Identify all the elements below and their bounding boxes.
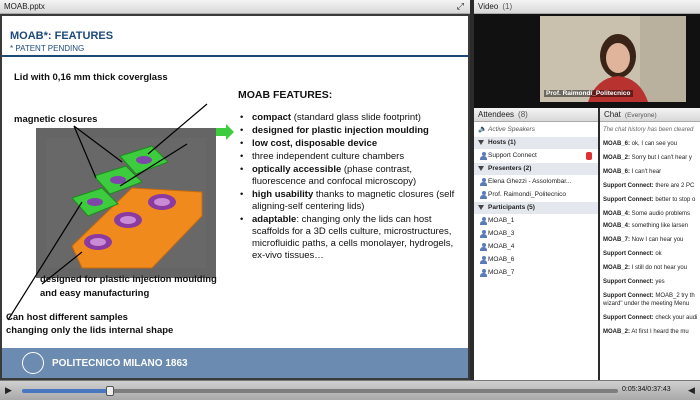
expand-icon <box>478 166 484 171</box>
speaker-icon: 🔈 <box>478 126 487 133</box>
attendees-header <box>474 108 598 122</box>
slide <box>2 16 468 378</box>
chat-message: Support Connect: yes <box>603 279 665 285</box>
chat-message: MOAB_7: Now I can hear you <box>603 237 684 243</box>
expand-icon <box>478 205 484 210</box>
seek-thumb[interactable] <box>106 386 114 396</box>
slide-footer <box>2 348 468 378</box>
seek-progress <box>22 389 110 393</box>
feature-item: • compact (standard glass slide footprint) <box>240 112 466 124</box>
slide-panel-header <box>0 0 470 14</box>
presenters-group[interactable]: Presenters (2) <box>474 163 598 175</box>
video-panel-title: Video <box>478 2 499 11</box>
seek-track[interactable] <box>22 389 618 393</box>
chat-message: Support Connect: better to stop o <box>603 197 696 203</box>
volume-icon[interactable]: ◀ <box>688 385 695 395</box>
user-icon <box>480 243 487 251</box>
attendee-row[interactable]: MOAB_4 <box>474 241 598 253</box>
participants-group[interactable]: Participants (5) <box>474 202 598 214</box>
attendee-row[interactable]: MOAB_6 <box>474 254 598 266</box>
chat-message: MOAB_4: something like larsen <box>603 223 689 229</box>
attendees-panel <box>474 122 598 380</box>
attendee-row[interactable]: MOAB_7 <box>474 267 598 279</box>
feature-item: • optically accessible (phase contrast, fluorescence and confocal microscopy) <box>240 164 466 188</box>
chat-message: MOAB_2: At first I heard the mu <box>603 329 689 335</box>
footer-text: POLITECNICO MILANO 1863 <box>52 358 188 369</box>
slide-title: MOAB*: FEATURES <box>10 30 114 42</box>
caption-injection-2: and easy manufacturing <box>40 288 150 299</box>
feature-item: • three independent culture chambers <box>240 151 466 163</box>
user-icon <box>480 230 487 238</box>
chat-message: Support Connect: ok <box>603 251 662 257</box>
caption-magnetic: magnetic closures <box>14 114 98 125</box>
chat-message: wizard" under the meeting Menu <box>603 301 690 307</box>
chat-message: Support Connect: there are 2 PC <box>603 183 695 189</box>
user-icon <box>480 269 487 277</box>
chat-history-notice: The chat history has been cleared <box>603 127 694 133</box>
attendee-row[interactable]: MOAB_1 <box>474 215 598 227</box>
slide-area <box>0 14 470 380</box>
playback-bar <box>0 380 700 400</box>
chat-message: MOAB_2: I still do not hear you <box>603 265 688 271</box>
user-icon <box>480 152 487 160</box>
caption-samples-2: changing only the lids internal shape <box>6 325 174 336</box>
chat-scope: (Everyone) <box>624 112 657 119</box>
attendees-title: Attendees <box>478 110 515 119</box>
chat-message: Support Connect: MOAB_2 try th <box>603 293 695 299</box>
user-icon <box>480 178 487 186</box>
user-icon <box>480 217 487 225</box>
playback-time: 0:05:34/0:37:43 <box>622 386 671 393</box>
play-icon[interactable]: ▶ <box>5 385 12 395</box>
slide-panel-title: MOAB.pptx <box>4 2 45 11</box>
features-heading: MOAB FEATURES: <box>238 89 333 101</box>
chat-message: MOAB_4: Some audio problems <box>603 211 691 217</box>
feature-item: • low cost, disposable device <box>240 138 466 150</box>
attendee-row[interactable]: Support Connect <box>474 150 598 162</box>
presenter-label: Prof. Raimondi_Politecnico <box>546 90 631 97</box>
expand-icon <box>478 140 484 145</box>
attendees-count: (8) <box>518 110 528 119</box>
chat-message: MOAB_2: Sorry but I can't hear y <box>603 155 692 161</box>
caption-samples-1: Can host different samples <box>6 312 128 323</box>
active-speakers-row: 🔈 Active Speakers <box>474 124 598 136</box>
user-icon <box>480 191 487 199</box>
caption-lid: Lid with 0,16 mm thick coverglass <box>14 72 168 83</box>
feature-item: • designed for plastic injection moulding <box>240 125 466 137</box>
hosts-group[interactable]: Hosts (1) <box>474 137 598 149</box>
attendee-row[interactable]: Elena Ghezzi - Assolombar... <box>474 176 598 188</box>
politecnico-logo-icon <box>22 352 44 374</box>
attendee-row[interactable]: Prof. Raimondi_Politecnico <box>474 189 598 201</box>
chat-title: Chat <box>604 110 621 119</box>
video-count: (1) <box>502 2 513 11</box>
fullscreen-icon[interactable]: ⤢ <box>456 1 464 11</box>
attendee-row[interactable]: MOAB_3 <box>474 228 598 240</box>
features-list <box>240 112 466 263</box>
chat-message: MOAB_6: ok, I can see you <box>603 141 678 147</box>
feature-item: • adaptable: changing only the lids can host scaffolds for a 3D cells culture, microstructures, microfluidic paths, a cells monolayer, hydrogels, ex-vivo tissues… <box>240 214 466 262</box>
chat-message: Support Connect: check your audi <box>603 315 698 321</box>
user-icon <box>480 256 487 264</box>
caption-injection-1: designed for plastic injection moulding <box>40 274 217 285</box>
slide-subtitle: * PATENT PENDING <box>10 44 85 53</box>
chat-panel[interactable] <box>600 122 700 380</box>
chat-header <box>600 108 700 122</box>
feature-item: • high usability thanks to magnetic closures (self aligning-self centering lids) <box>240 189 466 213</box>
chat-message: MOAB_6: I can't hear <box>603 169 662 175</box>
video-panel-header <box>474 0 700 14</box>
mic-icon <box>586 152 592 160</box>
